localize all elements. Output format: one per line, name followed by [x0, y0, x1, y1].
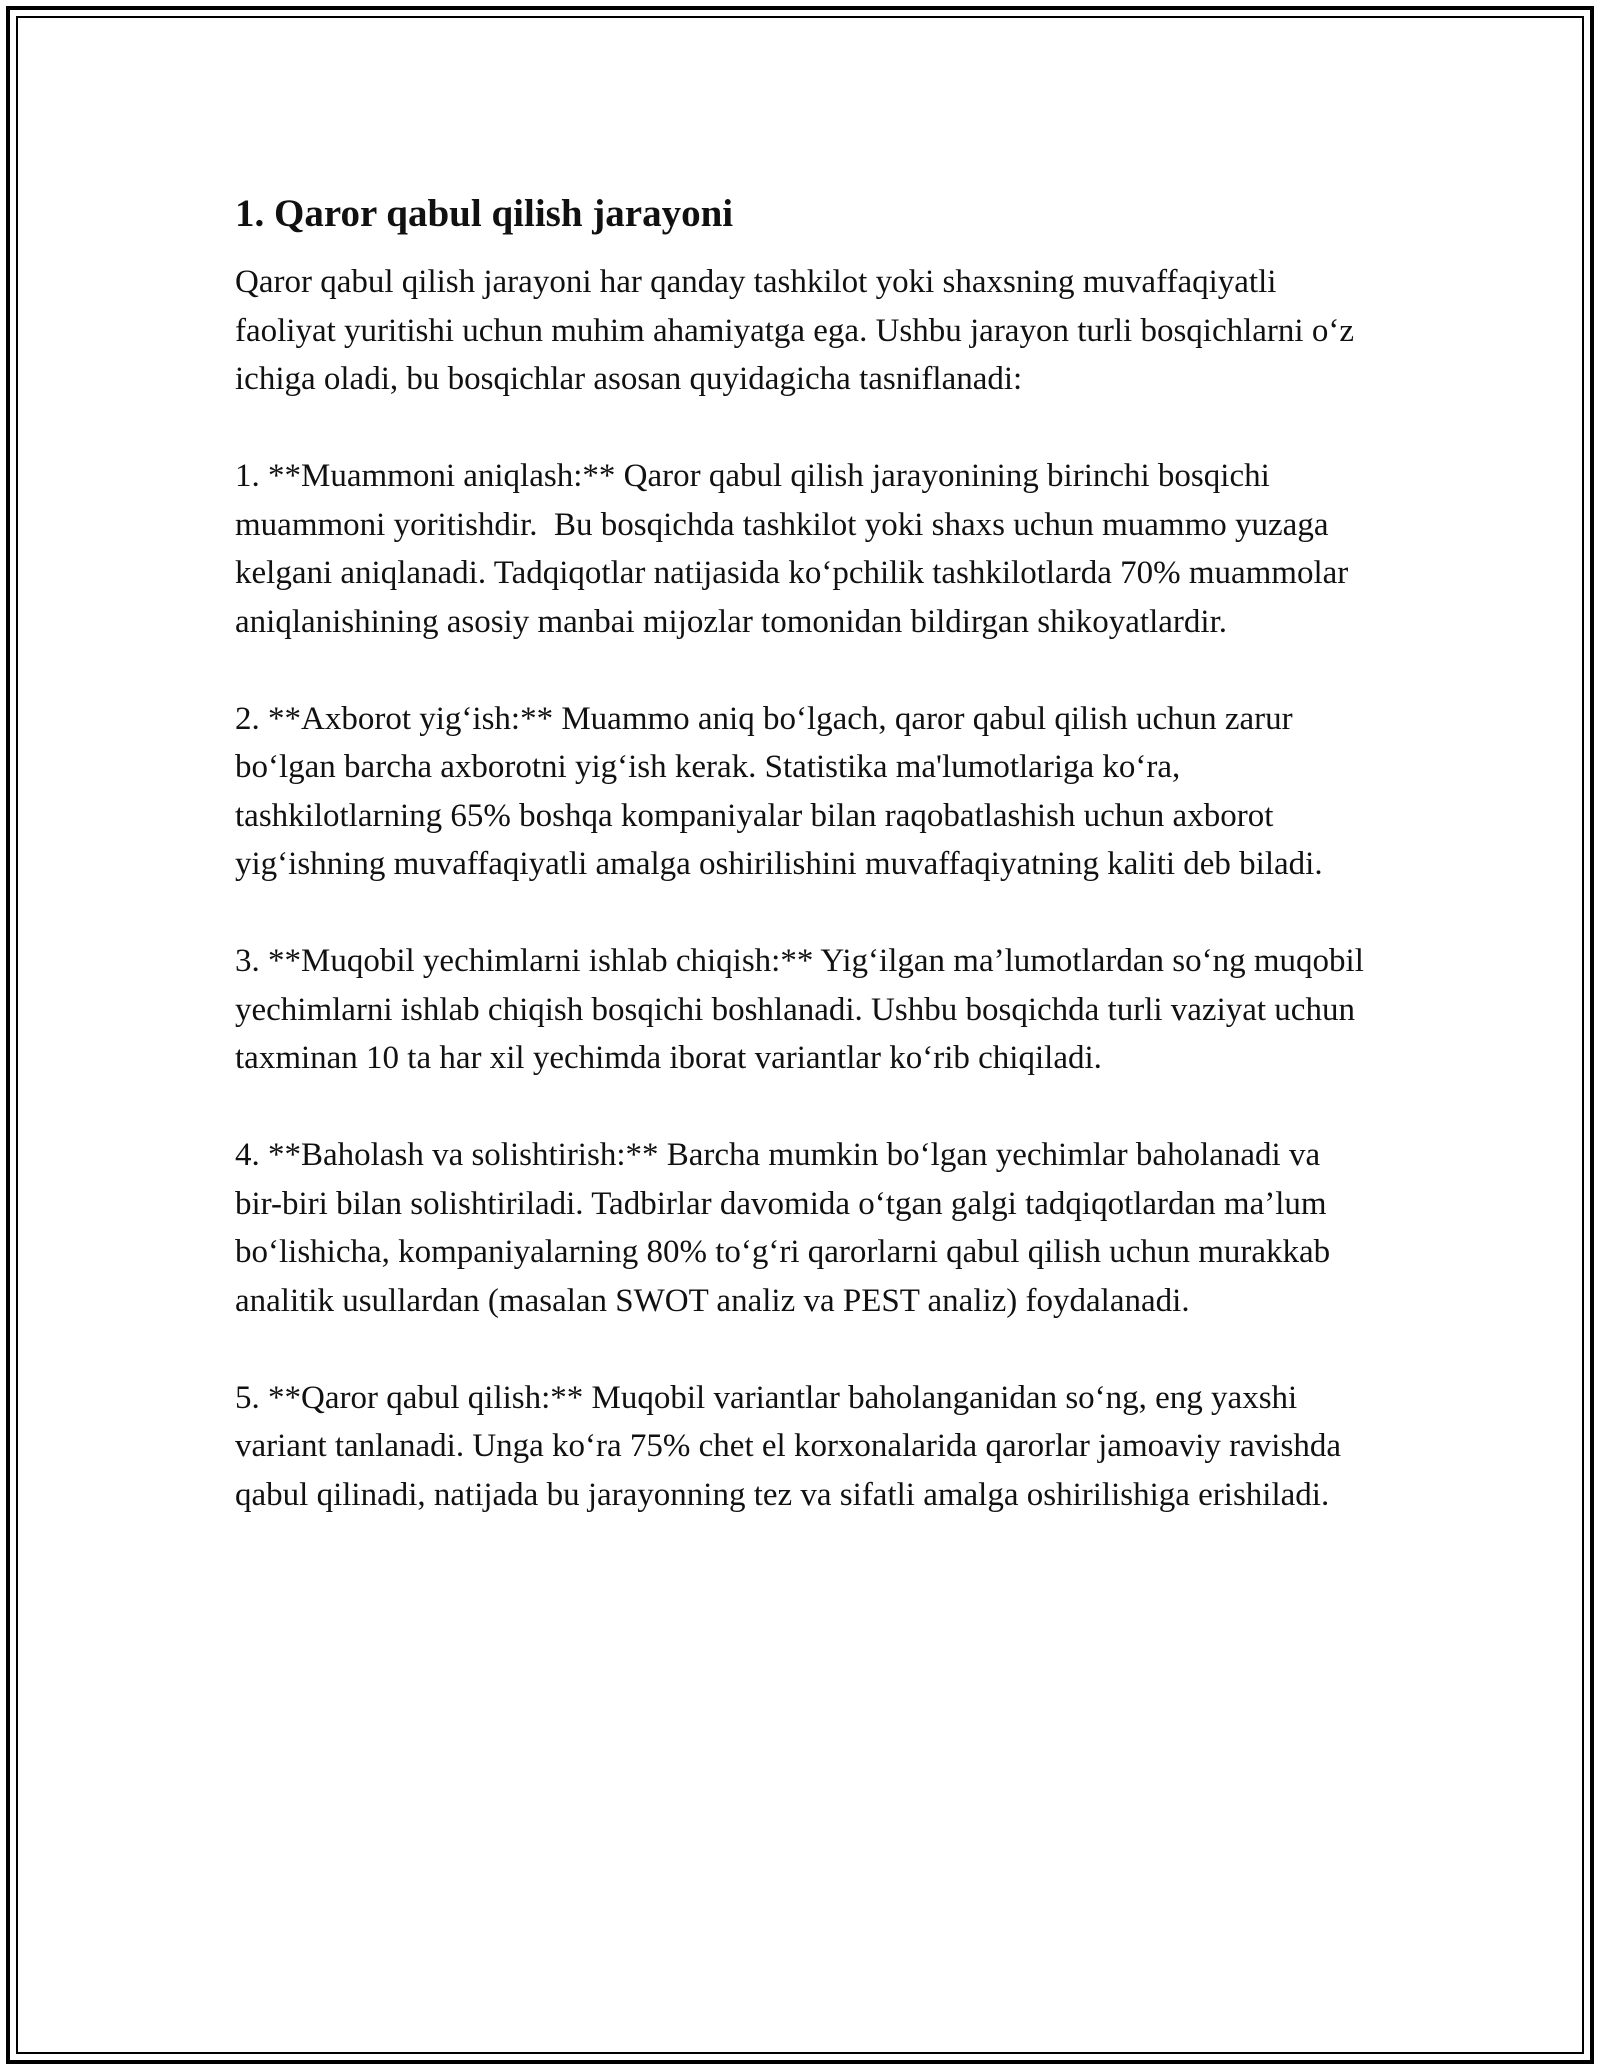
intro-paragraph: Qaror qabul qilish jarayoni har qanday tashkilot yoki shaxsning muvaffaqiyatli faoliyat yuritishi uchun muhim ahamiyatga ega. Ushbu jarayon turli bosqichlarni o‘z ichiga oladi, bu bosqichlar asosan quyidagicha tasniflanadi:: [235, 264, 1363, 397]
step-5-paragraph: 5. **Qaror qabul qilish:** Muqobil variantlar baholanganidan so‘ng, eng yaxshi variant tanlanadi. Unga ko‘ra 75% chet el korxonalarida qarorlar jamoaviy ravishda qabul qilinadi, natijada bu jarayonning tez va sifatli amalga oshirilishiga erishiladi.: [235, 1379, 1350, 1513]
step-4-paragraph: 4. **Baholash va solishtirish:** Barcha mumkin bo‘lgan yechimlar baholanadi va bir-biri bilan solishtiriladi. Tadbirlar davomida o‘tgan galgi tadqiqotlardan ma’lum bo‘lishicha, kompaniyalarning 80% to‘g‘ri qarorlarni qabul qilish uchun murakkab analitik usullardan (masalan SWOT analiz va PEST analiz) foydalanadi.: [235, 1137, 1339, 1319]
document-body: [235, 188, 1375, 1568]
step-2-paragraph: 2. **Axborot yig‘ish:** Muammo aniq bo‘lgach, qaror qabul qilish uchun zarur bo‘lgan barcha axborotni yig‘ish kerak. Statistika ma'lumotlariga ko‘ra, tashkilotlarning 65% boshqa kompaniyalar bilan raqobatlashish uchun axborot yig‘ishning muvaffaqiyatli amalga oshirilishini muvaffaqiyatning kaliti deb biladi.: [235, 700, 1323, 882]
step-3-paragraph: 3. **Muqobil yechimlarni ishlab chiqish:** Yig‘ilgan ma’lumotlardan so‘ng muqobil yechimlarni ishlab chiqish bosqichi boshlanadi. Ushbu bosqichda turli vaziyat uchun taxminan 10 ta har xil yechimda iborat variantlar ko‘rib chiqiladi.: [235, 943, 1373, 1076]
step-1-paragraph: 1. **Muammoni aniqlash:** Qaror qabul qilish jarayonining birinchi bosqichi muammoni yoritishdir. Bu bosqichda tashkilot yoki shaxs uchun muammo yuzaga kelgani aniqlanadi. Tadqiqotlar natijasida ko‘pchilik tashkilotlarda 70% muammolar aniqlanishining asosiy manbai mijozlar tomonidan bildirgan shikoyatlardir.: [235, 458, 1357, 640]
document-title: 1. Qaror qabul qilish jarayoni: [235, 192, 734, 235]
